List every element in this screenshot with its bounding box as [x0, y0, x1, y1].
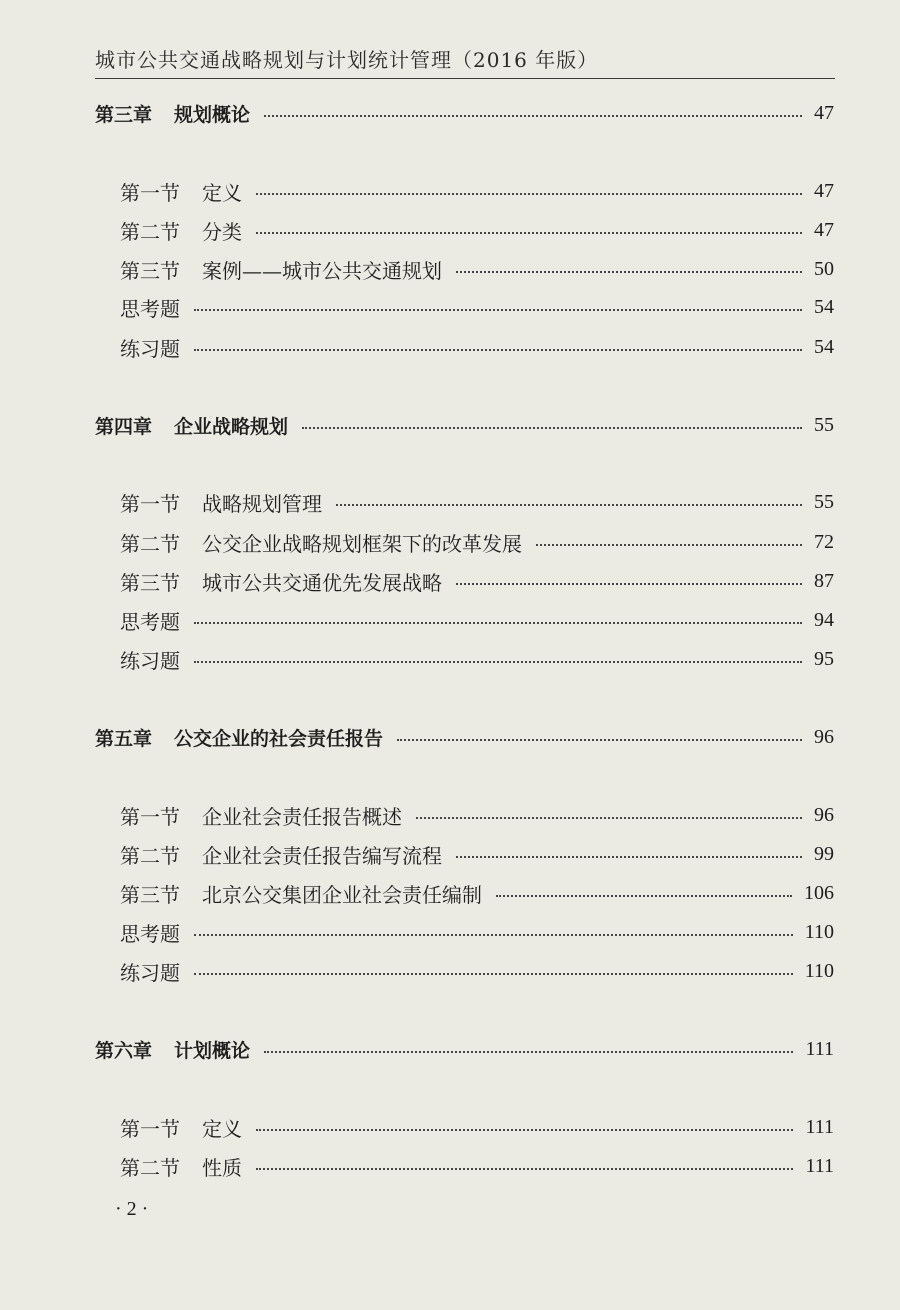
toc-entry-title: 案例——城市公共交通规划: [202, 258, 442, 283]
toc-entry-title: 城市公共交通优先发展战略: [202, 570, 442, 595]
toc-entry-text: [120, 528, 522, 557]
dot-leader: [256, 1129, 793, 1131]
toc-section-row[interactable]: [0, 878, 900, 908]
toc-page-number: 110: [804, 920, 834, 943]
dot-leader: [397, 739, 802, 741]
toc-page-number: 87: [814, 569, 834, 592]
toc-entry-title: 企业社会责任报告编写流程: [202, 843, 442, 868]
toc-entry-number: 第三章: [95, 103, 153, 126]
toc-section-row[interactable]: [0, 644, 900, 674]
toc-entry-title: 企业战略规划: [174, 415, 289, 438]
dot-leader: [336, 504, 802, 506]
toc-page-number: 47: [814, 101, 834, 124]
toc-entry-text: [120, 606, 180, 635]
toc-entry-number: 第二节: [120, 843, 180, 868]
toc-entry-text: [120, 645, 180, 674]
toc-chapter-row[interactable]: [0, 410, 900, 440]
dot-leader: [264, 1051, 793, 1053]
toc-entry-title: 企业社会责任报告概述: [202, 804, 402, 829]
toc-entry-text: [95, 412, 288, 439]
toc-entry-number: 第一节: [120, 491, 180, 516]
toc-entry-number: 第一节: [120, 180, 180, 205]
toc-entry-text: [95, 100, 250, 127]
toc-page-number: 96: [814, 725, 834, 748]
toc-chapter-row[interactable]: [0, 722, 900, 752]
toc-section-row[interactable]: [0, 527, 900, 557]
toc-section-row[interactable]: [0, 956, 900, 986]
toc-page-number: 54: [814, 295, 834, 318]
toc-entry-title: 思考题: [120, 921, 180, 946]
toc-chapter-row[interactable]: [0, 98, 900, 128]
dot-leader: [264, 115, 802, 117]
running-header-title: 城市公共交通战略规划与计划统计管理（2016 年版）: [95, 48, 599, 72]
toc-page-number: 94: [814, 608, 834, 631]
toc-section-row[interactable]: [0, 332, 900, 362]
toc-entry-text: [120, 840, 442, 869]
toc-section-row[interactable]: [0, 605, 900, 635]
toc-entry-text: [120, 177, 242, 206]
toc-entry-title: 思考题: [120, 609, 180, 634]
toc-page-number: 55: [814, 413, 834, 436]
toc-entry-number: 第六章: [95, 1039, 153, 1062]
toc-entry-title: 战略规划管理: [202, 491, 322, 516]
dot-leader: [256, 232, 802, 234]
toc-entry-text: [95, 724, 383, 751]
toc-entry-text: [120, 488, 322, 517]
toc-section-row[interactable]: [0, 254, 900, 284]
toc-entry-number: 第一节: [120, 1116, 180, 1141]
toc-section-row[interactable]: [0, 487, 900, 517]
toc-section-row[interactable]: [0, 1112, 900, 1142]
toc-entry-title: 北京公交集团企业社会责任编制: [202, 882, 482, 907]
toc-entry-title: 公交企业的社会责任报告: [174, 727, 384, 750]
dot-leader: [194, 661, 802, 663]
toc-entry-number: 第二节: [120, 1155, 180, 1180]
toc-entry-text: [120, 293, 180, 322]
toc-section-row[interactable]: [0, 566, 900, 596]
toc-section-row[interactable]: [0, 292, 900, 322]
toc-page-number: 110: [804, 959, 834, 982]
dot-leader: [194, 349, 802, 351]
toc-entry-text: [120, 255, 442, 284]
toc-entry-text: [120, 567, 442, 596]
toc-entry-text: [120, 801, 402, 830]
show-through-text: [100, 148, 118, 174]
toc-entry-number: 第一节: [120, 804, 180, 829]
dot-leader: [456, 583, 802, 585]
toc-entry-number: 第五章: [95, 727, 153, 750]
toc-entry-text: [120, 1152, 242, 1181]
toc-section-row[interactable]: [0, 800, 900, 830]
toc-page-number: 111: [805, 1115, 834, 1138]
toc-page-number: 99: [814, 842, 834, 865]
toc-page-number: 111: [805, 1154, 834, 1177]
page-number: · 2 ·: [115, 1198, 149, 1220]
toc-page-number: 95: [814, 647, 834, 670]
toc-entry-text: [120, 918, 180, 947]
toc-page-number: 50: [814, 257, 834, 280]
toc-page-number: 54: [814, 335, 834, 358]
toc-entry-title: 定义: [202, 180, 242, 205]
toc-entry-title: 定义: [202, 1116, 242, 1141]
toc-page-number: 55: [814, 490, 834, 513]
dot-leader: [194, 622, 802, 624]
toc-section-row[interactable]: [0, 839, 900, 869]
toc-chapter-row[interactable]: [0, 1034, 900, 1064]
toc-page-number: 111: [805, 1037, 834, 1060]
dot-leader: [302, 427, 802, 429]
toc-entry-text: [120, 957, 180, 986]
toc-page-number: 106: [804, 881, 834, 904]
toc-entry-text: [120, 216, 242, 245]
dot-leader: [416, 817, 802, 819]
toc-entry-title: 分类: [202, 219, 242, 244]
toc-section-row[interactable]: [0, 215, 900, 245]
toc-entry-title: 思考题: [120, 296, 180, 321]
dot-leader: [194, 309, 802, 311]
header-rule: [95, 78, 835, 79]
dot-leader: [456, 271, 802, 273]
toc-entry-title: 公交企业战略规划框架下的改革发展: [202, 531, 522, 556]
toc-entry-number: 第三节: [120, 882, 180, 907]
toc-entry-title: 计划概论: [174, 1039, 251, 1062]
toc-entry-number: 第二节: [120, 531, 180, 556]
dot-leader: [194, 973, 793, 975]
toc-entry-title: 性质: [202, 1155, 242, 1180]
dot-leader: [194, 934, 793, 936]
toc-entry-title: 练习题: [120, 336, 180, 361]
toc-entry-number: 第二节: [120, 219, 180, 244]
toc-page-number: 47: [814, 179, 834, 202]
toc-page-number: 96: [814, 803, 834, 826]
dot-leader: [456, 856, 802, 858]
dot-leader: [256, 1168, 793, 1170]
toc-entry-title: 练习题: [120, 960, 180, 985]
toc-entry-title: 练习题: [120, 648, 180, 673]
toc-entry-title: 规划概论: [174, 103, 251, 126]
toc-section-row[interactable]: [0, 1151, 900, 1181]
toc-page-number: 72: [814, 530, 834, 553]
toc-entry-number: 第三节: [120, 258, 180, 283]
toc-entry-text: [95, 1036, 250, 1063]
toc-entry-number: 第三节: [120, 570, 180, 595]
toc-page-number: 47: [814, 218, 834, 241]
dot-leader: [256, 193, 802, 195]
toc-entry-text: [120, 333, 180, 362]
toc-entry-number: 第四章: [95, 415, 153, 438]
toc-section-row[interactable]: [0, 917, 900, 947]
toc-section-row[interactable]: [0, 176, 900, 206]
toc-entry-text: [120, 879, 482, 908]
dot-leader: [496, 895, 792, 897]
dot-leader: [536, 544, 802, 546]
toc-entry-text: [120, 1113, 242, 1142]
